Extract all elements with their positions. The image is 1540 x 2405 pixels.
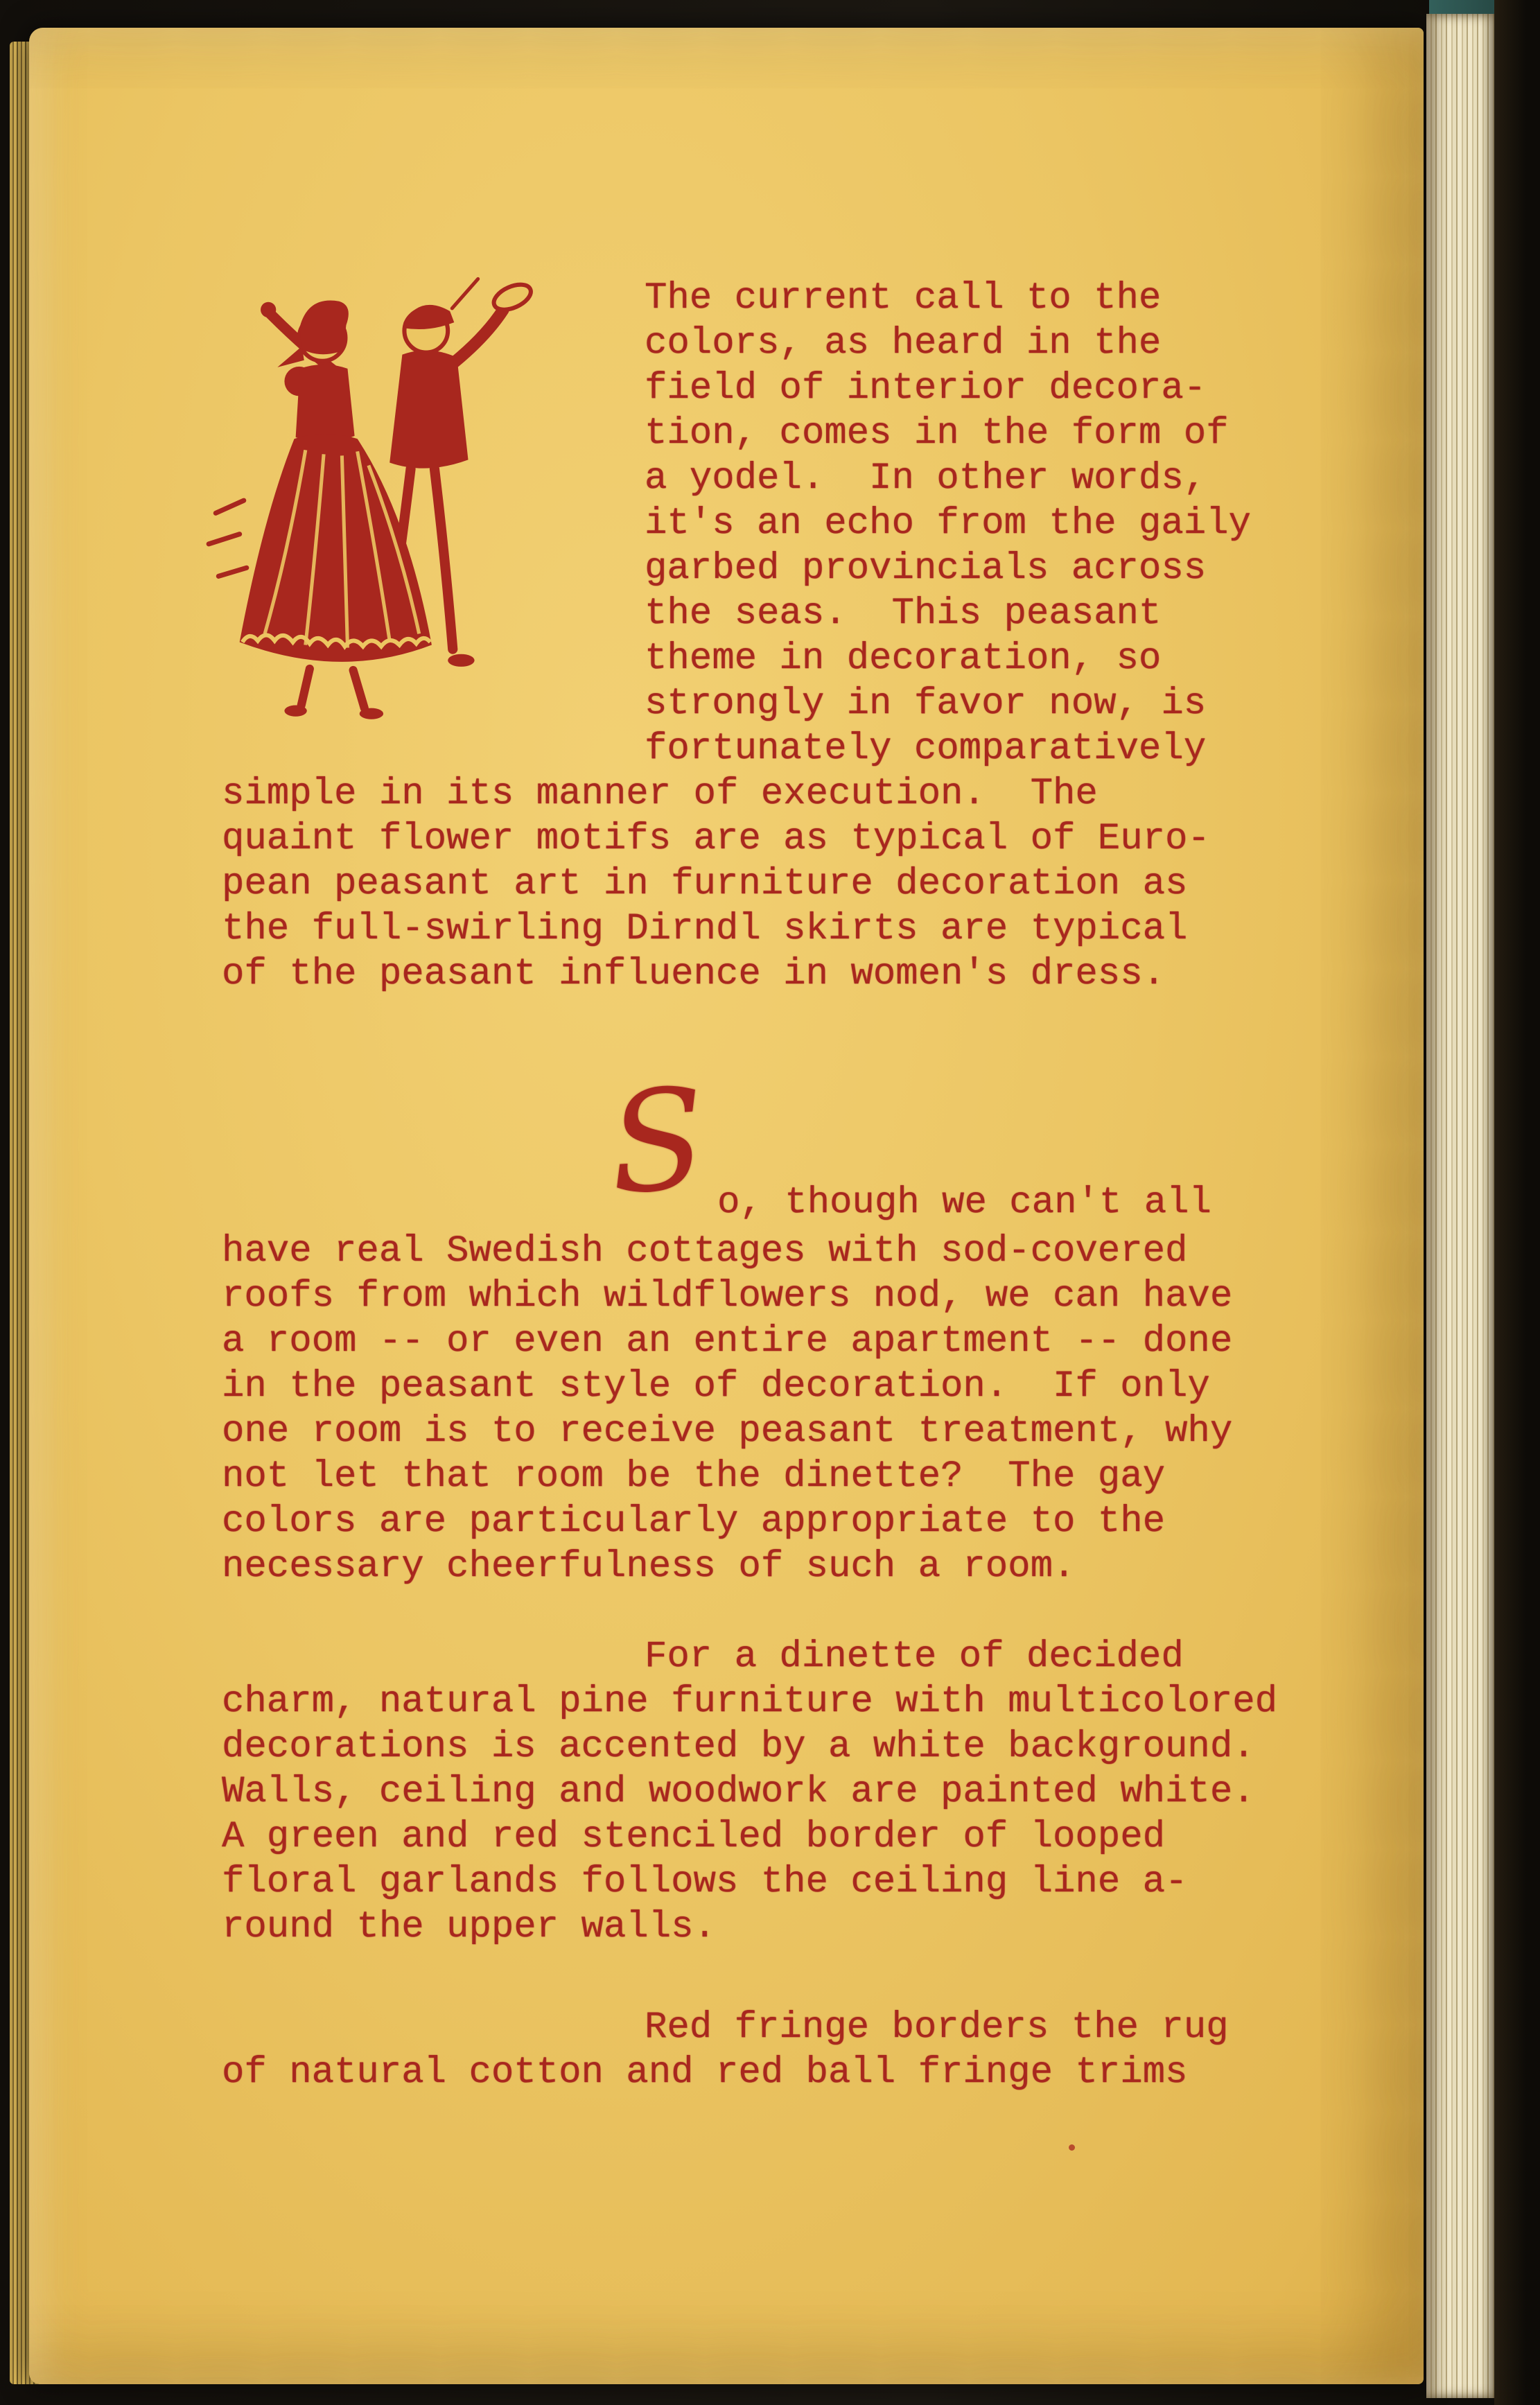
text-line: field of interior decora- — [645, 367, 1207, 410]
text-line: o, though we can't all — [717, 1182, 1211, 1224]
text-line: The current call to the — [645, 277, 1162, 320]
text-line: one room is to receive peasant treatment, why — [222, 1410, 1233, 1453]
text-line: quaint flower motifs are as typical of Euro- — [222, 818, 1210, 860]
text-line: Red fringe borders the rug — [645, 2006, 1229, 2049]
text-line: the seas. This peasant — [645, 593, 1162, 635]
text-line: have real Swedish cottages with sod-covered — [222, 1230, 1188, 1273]
text-line: For a dinette of decided — [645, 1636, 1184, 1678]
text-line: decorations is accented by a white background. — [222, 1726, 1255, 1768]
text-line: of natural cotton and red ball fringe trims — [222, 2052, 1188, 2094]
text-line: necessary cheerfulness of such a room. — [222, 1546, 1076, 1588]
text-line: a room -- or even an entire apartment -- done — [222, 1320, 1233, 1363]
text-line: in the peasant style of decoration. If only — [222, 1365, 1210, 1408]
text-line: it's an echo from the gaily — [645, 502, 1251, 545]
text-line: A green and red stenciled border of looped — [222, 1816, 1166, 1858]
text-line: colors are particularly appropriate to the — [222, 1501, 1166, 1543]
text-line: charm, natural pine furniture with multicolored — [222, 1681, 1278, 1723]
text-line: Walls, ceiling and woodwork are painted white. — [222, 1771, 1255, 1813]
text-line: simple in its manner of execution. The — [222, 773, 1098, 815]
decorative-initial-s: S — [604, 1058, 710, 1226]
text-line: strongly in favor now, is — [645, 683, 1207, 725]
text-line: theme in decoration, so — [645, 638, 1162, 680]
text-line: fortunately comparatively — [645, 728, 1207, 770]
text-line: tion, comes in the form of — [645, 412, 1229, 455]
text-line: pean peasant art in furniture decoration as — [222, 863, 1188, 905]
text-line: the full-swirling Dirndl skirts are typical — [222, 908, 1188, 950]
text-line: not let that room be the dinette? The gay — [222, 1455, 1166, 1498]
text-line: colors, as heard in the — [645, 322, 1162, 365]
text-line: roofs from which wildflowers nod, we can have — [222, 1275, 1233, 1318]
text-line: a yodel. In other words, — [645, 457, 1207, 500]
text-line: garbed provincials across — [645, 548, 1207, 590]
text-line: round the upper walls. — [222, 1906, 716, 1948]
stray-ink-dot — [1069, 2144, 1075, 2151]
text-line: floral garlands follows the ceiling line a- — [222, 1861, 1188, 1903]
text-line: of the peasant influence in women's dress. — [222, 953, 1166, 995]
